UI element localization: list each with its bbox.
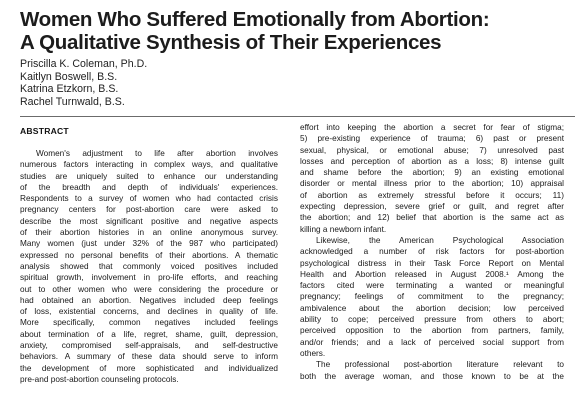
text-line: of the breadth and depth of individuals' experiences. xyxy=(20,182,278,192)
text-line: Likewise, the American Psychological Association xyxy=(316,235,564,245)
text-line: More specifically, common negatives included feelings xyxy=(20,318,278,328)
text-line: effort into keeping the abortion a secret for fear of stigma; xyxy=(300,123,564,132)
text-line: of their abortion histories in an online anonymous survey. xyxy=(20,228,278,238)
text-line: ability to cope; perceived pressure from others to abort; xyxy=(300,315,564,325)
author: Kaitlyn Boswell, B.S. xyxy=(20,70,118,83)
text-line: Women's adjustment to life after abortion involves xyxy=(36,149,278,158)
abstract-heading: ABSTRACT xyxy=(20,126,69,136)
abstract-body xyxy=(20,148,278,385)
text-line: others. xyxy=(300,348,326,358)
text-line: Many women (just under 32% of the 987 who participated) xyxy=(20,239,278,249)
text-line: had obtained an abortion. Negatives included deep feelings xyxy=(20,295,278,305)
text-line: of loss, existential concerns, and declines in quality of life. xyxy=(20,307,278,317)
text-line: and shame before the abortion; 9) an existing emotional xyxy=(300,168,564,178)
text-line: disorder or mental illness prior to the abortion; 10) appraisal xyxy=(300,179,564,189)
text-line: The professional post-abortion literature relevant to xyxy=(316,360,564,370)
text-line: anxiety, compromised self-appraisals, and self-destructive xyxy=(20,341,278,351)
text-line: both the average woman, and those known to be at the xyxy=(300,371,564,381)
header-divider xyxy=(20,116,575,117)
text-line: out to other women who were considering the procedure or xyxy=(20,284,278,294)
text-line: Respondents to a survey of women who had contacted crisis xyxy=(20,194,278,204)
text-line: acknowledged a number of risk factors for post-abortion xyxy=(300,247,564,257)
text-line: pre-and post-abortion counseling protocols. xyxy=(20,374,179,384)
text-line: factors cited were terminating a wanted or meaningful xyxy=(300,281,564,291)
text-line: sexual, physical, or emotional abuse; 7) unresolved past xyxy=(300,145,564,155)
text-line: pregnancy; feelings of commitment to the pregnancy; xyxy=(300,292,564,302)
text-line: 5) pre-existing experience of trauma; 6) past or present xyxy=(300,134,564,144)
author: Priscilla K. Coleman, Ph.D. xyxy=(20,58,148,70)
text-line: numerous factors interacting in complex ways, and qualitative xyxy=(20,160,278,170)
author: Rachel Turnwald, B.S. xyxy=(20,95,125,108)
author-list xyxy=(20,58,147,108)
text-line: perceived opposition to the abortion from partners, family, xyxy=(300,326,564,336)
text-line: spiritual growth, involvement in pro-life efforts, and reaching xyxy=(20,273,278,283)
text-line: psychological distress in their Task Force Report on Mental xyxy=(300,258,564,268)
paper-title xyxy=(20,8,575,54)
text-line: the development of more sophisticated and individualized xyxy=(20,363,278,373)
text-line: expressed no personal benefits of their abortions. A thematic xyxy=(20,250,278,260)
text-line: ambivalence about the abortion decision; low perceived xyxy=(300,303,564,313)
text-line: behaviors. A summary of these data should serve to inform xyxy=(20,352,278,362)
text-line: losses and perception of abortion as a loss; 8) intense guilt xyxy=(300,156,564,166)
author: Katrina Etzkorn, B.S. xyxy=(20,83,119,96)
text-line: and/or friends; and a lack of perceived social support from xyxy=(300,337,564,347)
text-line: killing a newborn infant. xyxy=(300,224,387,234)
body-text-column xyxy=(300,122,564,382)
text-line: studies are uniquely suited to enhance our understanding xyxy=(20,171,278,181)
text-line: about termination of a life, regret, shame, guilt, depression, xyxy=(20,329,278,339)
text-line: describe the most significant positive and negative aspects xyxy=(20,216,278,226)
text-line: pregnancy centers for post-abortion care were asked to xyxy=(20,205,278,215)
text-line: analysis showed that commonly voiced positives included xyxy=(20,261,278,271)
title-line-1: Women Who Suffered Emotionally from Abortion: xyxy=(20,8,490,31)
text-line: expecting depression, severe grief or guilt, and regret after xyxy=(300,202,564,212)
text-line: the abortion; and 12) belief that abortion is the same act as xyxy=(300,213,564,223)
text-line: of abortion as extremely stressful before it occurs; 11) xyxy=(300,190,564,200)
text-line: Health and Abortion released in August 2008.¹ Among the xyxy=(300,269,564,279)
title-line-2: A Qualitative Synthesis of Their Experiences xyxy=(20,31,442,54)
